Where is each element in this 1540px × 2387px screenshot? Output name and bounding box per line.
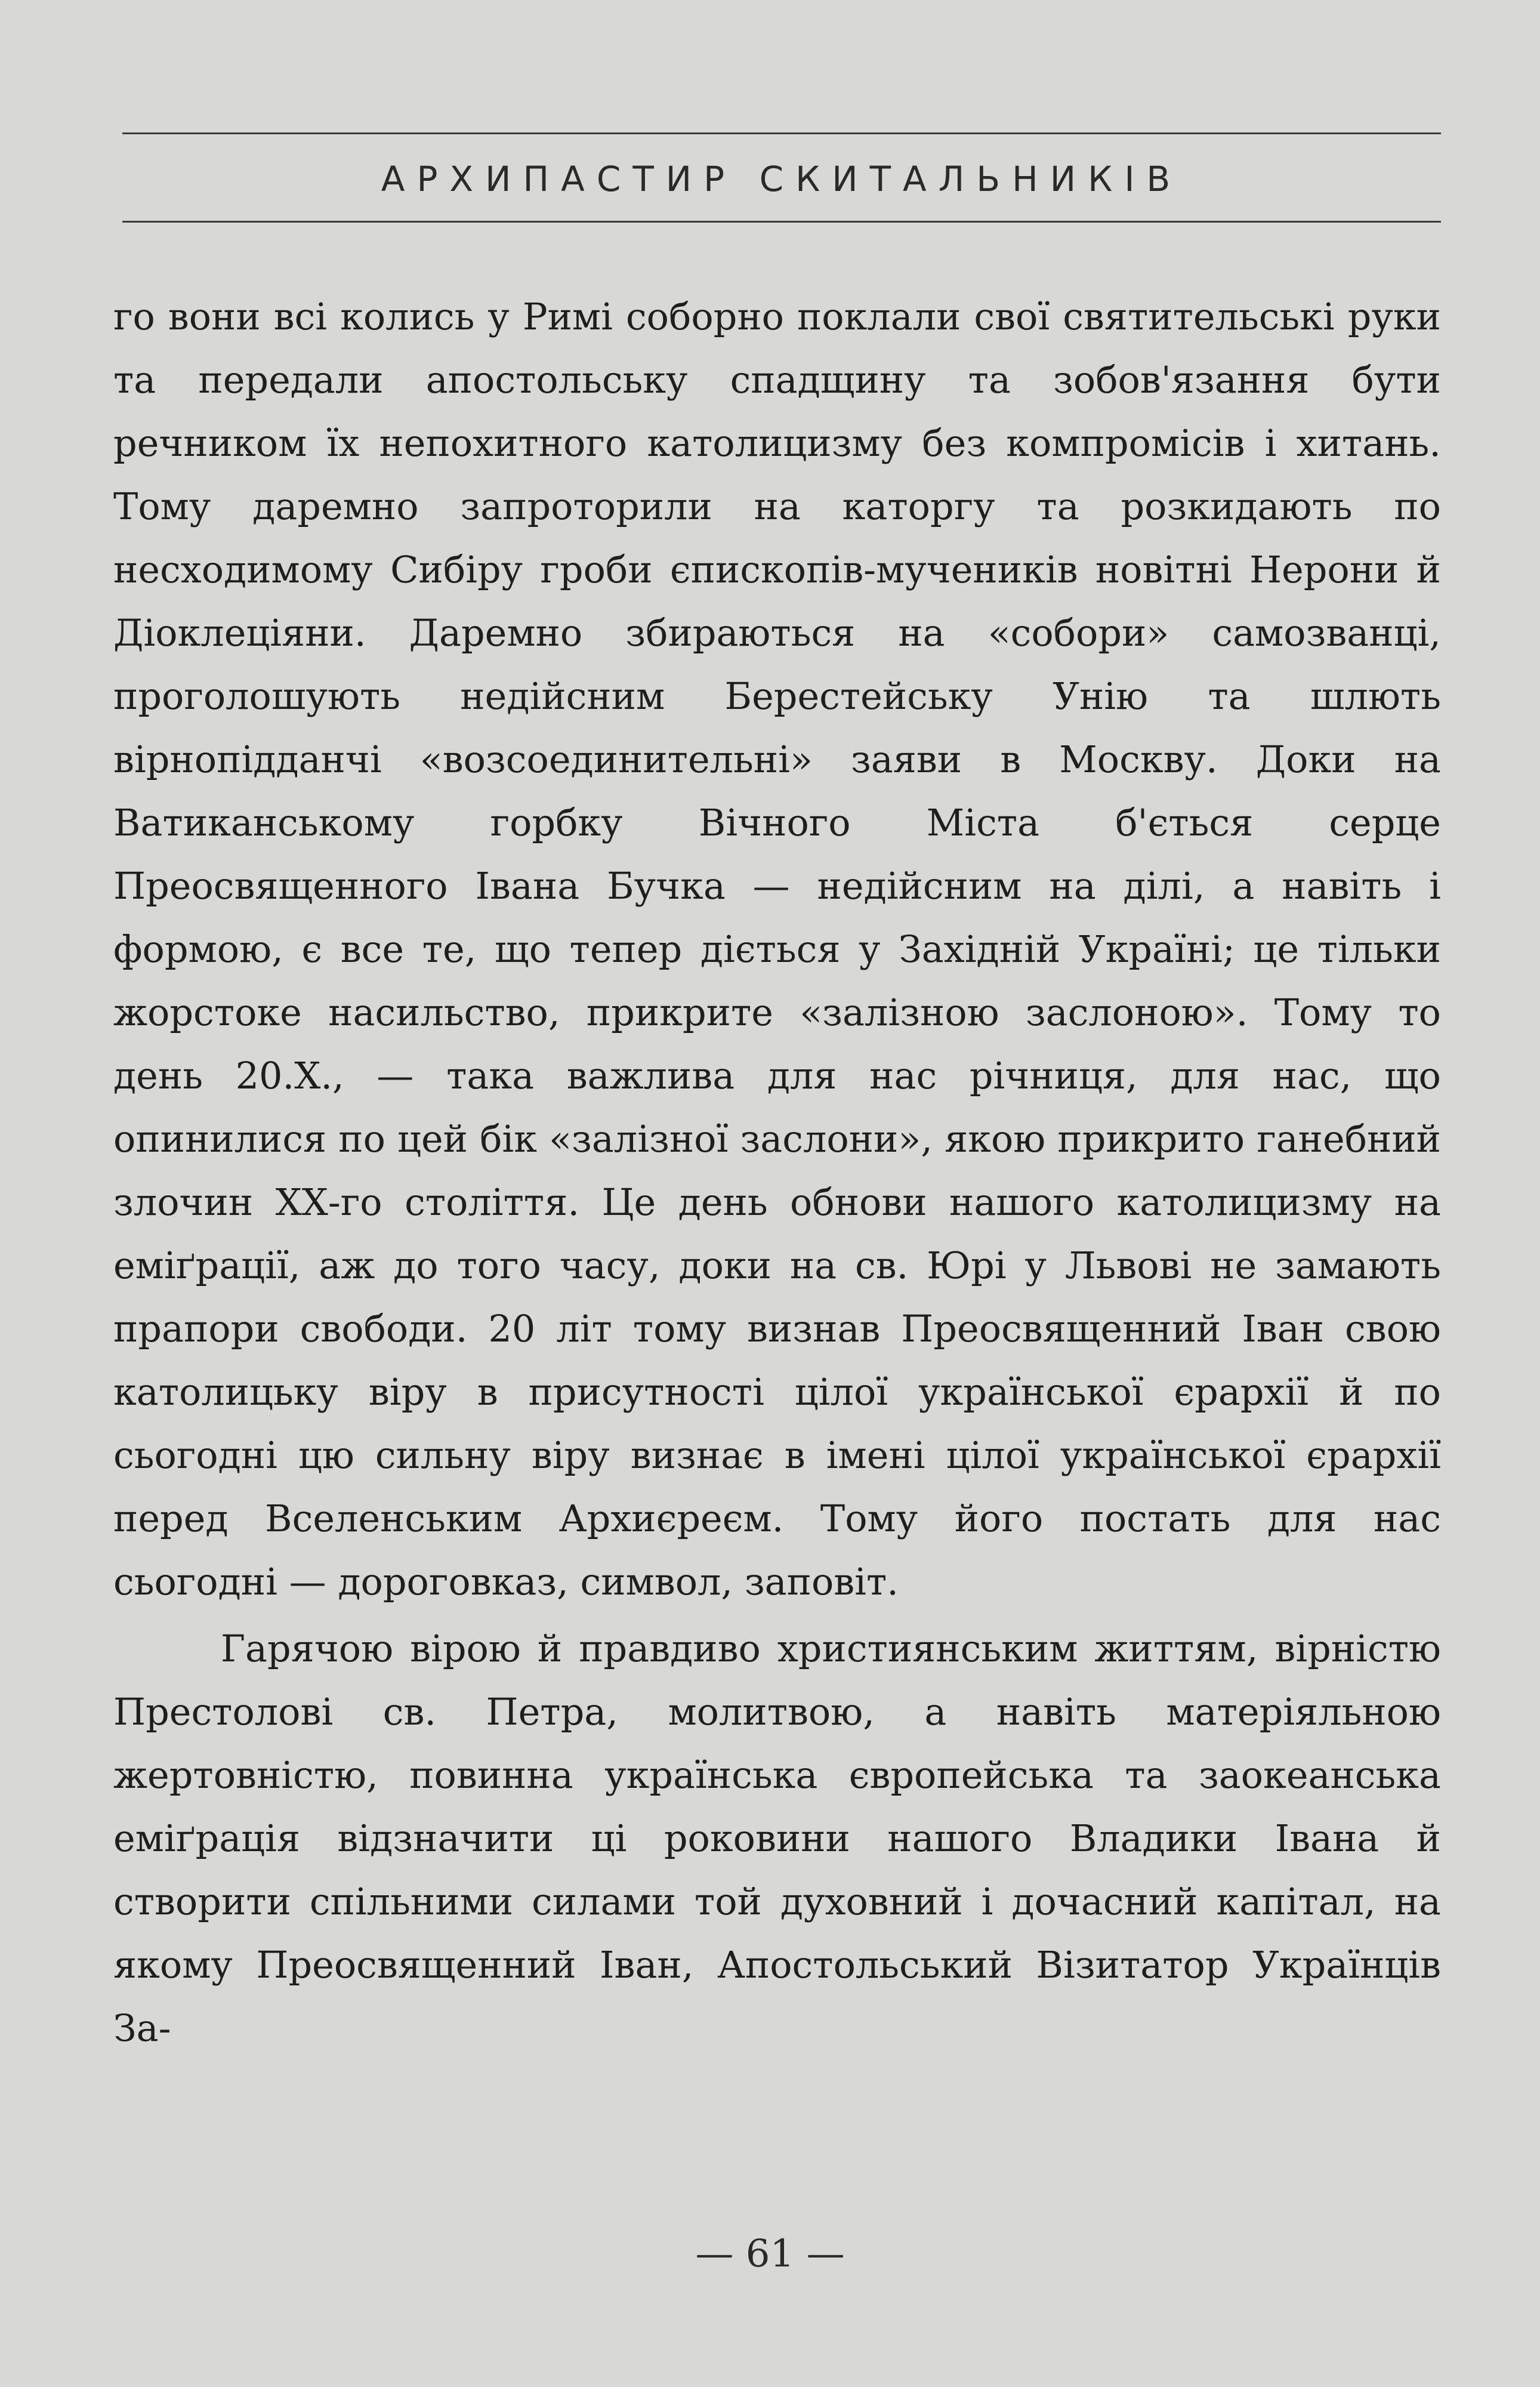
paragraph-continued: го вони всі колись у Римі соборно поклали свої святительські руки та передали апостольську спадщину та зобов'язання бути речником їх непохитного католицизму без компромісів і хитань. Тому даремно запроторили на каторгу та розкидають по несходимому Сибіру гроби єпископів-мучеників новітні Нерони й Діоклеціяни. Даремно збираються на «собори» самозванці, проголошують недійсним Берестейську Унію та шлють вірнопідданчі «возсоединительні» заяви в Москву. Доки на Ватиканському горбку Вічного Міста б'ється серце Преосвященного Івана Бучка — недійсним на ділі, а навіть і формою, є все те, що тепер діється у Західній Україні; це тільки жорстоке насильство, прикрите «залізною заслоною». Тому то день 20.Х., — така важлива для нас річниця, для нас, що опинилися по цей бік «залізної заслони», якою прикрито ганебний злочин ХХ-го століття. Це день обнови нашого католицизму на еміґрації, аж до того часу, доки на св. Юрі у Львові не замають прапори свободи. 20 літ тому визнав Преосвященний Іван свою католицьку віру в присутності цілої української єрархії й по сьогодні цю сильну віру визнає в імені цілої української єрархії перед Вселенським Архиєреєм. Тому його постать для нас сьогодні — дороговказ, символ, заповіт. [113, 295, 1441, 1603]
header-top-rule [122, 132, 1441, 134]
paragraph-second: Гарячою вірою й правдиво християнським життям, вірністю Престолові св. Петра, молитвою, а навіть матеріяльною жертовністю, повинна українська європейська та заокеанська еміґрація відзначити ці роковини нашого Владики Івана й створити спільними силами той духовний і дочасний капітал, на якому Преосвященний Іван, Апостольський Візитатор Українців За- [113, 1627, 1441, 2050]
header-bottom-rule [122, 221, 1441, 223]
running-head: АРХИПАСТИР СКИТАЛЬНИКІВ [381, 159, 1183, 199]
body-text [113, 285, 1441, 2060]
page-number: — 61 — [695, 2232, 845, 2276]
